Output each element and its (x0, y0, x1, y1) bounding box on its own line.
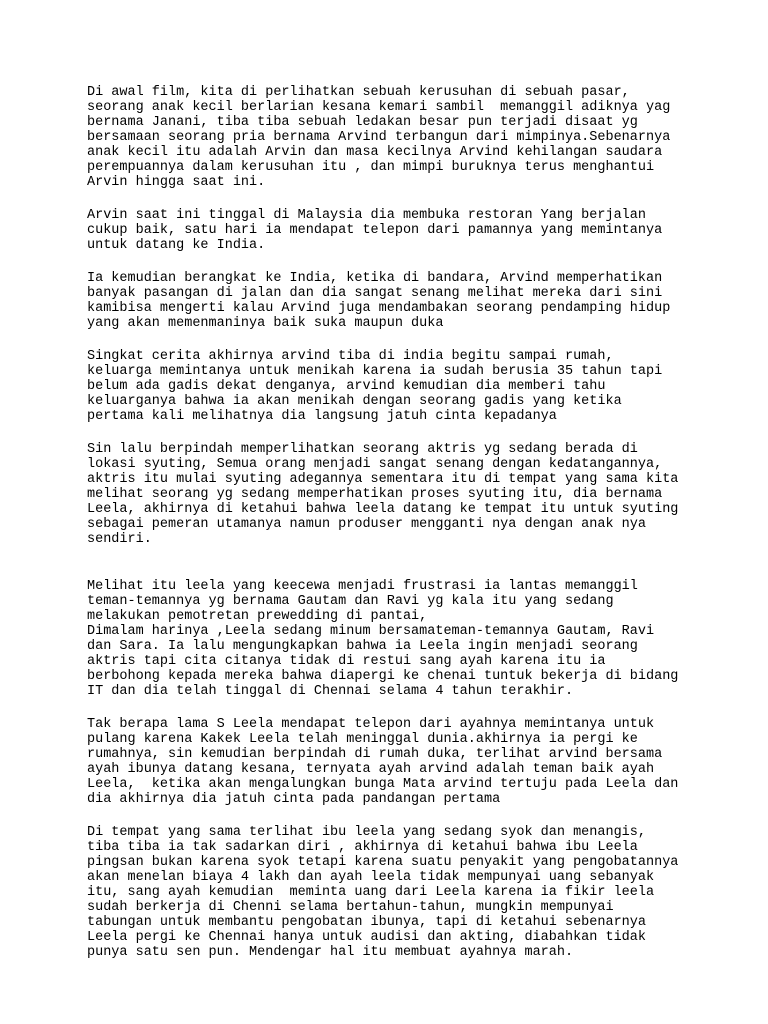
paragraph: Arvin saat ini tinggal di Malaysia dia membuka restoran Yang berjalan cukup baik, satu hari ia mendapat telepon dari pamannya yang memintanya untuk datang ke India. (87, 208, 663, 253)
paragraph: Ia kemudian berangkat ke India, ketika di bandara, Arvind memperhatikan banyak pasangan di jalan dan dia sangat senang melihat mereka dari sini kamibisa mengerti kalau Arvind juga mendambakan seorang pendamping hidup yang akan memenmaninya baik suka maupun duka (87, 271, 671, 331)
paragraph: Sin lalu berpindah memperlihatkan seorang aktris yg sedang berada di lokasi syuting, Semua orang menjadi sangat senang dengan kedatangannya, aktris itu mulai syuting adegannya sementara itu di tempat yang sama kita melihat seorang yg sedang memperhatikan proses syuting itu, dia bernama Leela, akhirnya di ketahui bahwa leela datang ke tempat itu untuk syuting sebagai pemeran utamanya namun produser mengganti nya dengan anak nya sendiri. (87, 442, 679, 547)
paragraph: Singkat cerita akhirnya arvind tiba di india begitu sampai rumah, keluarga memintanya untuk menikah karena ia sudah berusia 35 tahun tapi belum ada gadis dekat denganya, arvind kemudian dia memberi tahu keluarganya bahwa ia akan menikah dengan seorang gadis yang ketika pertama kali melihatnya dia langsung jatuh cinta kepadanya (87, 349, 663, 424)
paragraph: Di tempat yang sama terlihat ibu leela yang sedang syok dan menangis, tiba tiba ia tak sadarkan diri , akhirnya di ketahui bahwa ibu Leela pingsan bukan karena syok tetapi karena suatu penyakit yang pengobatannya akan menelan biaya 4 lakh dan ayah leela tidak mempunyai uang sebanyak itu, sang ayah kemudian meminta uang dari Leela karena ia fikir leela sudah berkerja di Chenni selama bertahun-tahun, mungkin mempunyai tabungan untuk membantu pengobatan ibunya, tapi di ketahui sebenarnya Leela pergi ke Chennai hanya untuk audisi dan akting, diabahkan tidak punya satu sen pun. Mendengar hal itu membuat ayahnya marah. (87, 825, 679, 960)
paragraph: Tak berapa lama S Leela mendapat telepon dari ayahnya memintanya untuk pulang karena Kakek Leela telah meninggal dunia.akhirnya ia pergi ke rumahnya, sin kemudian berpindah di rumah duka, terlihat arvind bersama ayah ibunya datang kesana, ternyata ayah arvind adalah teman baik ayah Leela, ketika akan mengalungkan bunga Mata arvind tertuju pada Leela dan dia akhirnya dia jatuh cinta pada pandangan pertama (87, 717, 679, 807)
document-page (87, 85, 687, 960)
paragraph: Melihat itu leela yang keecewa menjadi frustrasi ia lantas memanggil teman-temannya yg bernama Gautam dan Ravi yg kala itu yang sedang melakukan pemotretan prewedding di pantai, Dimalam harinya ,Leela sedang minum bersamateman-temannya Gautam, Ravi dan Sara. Ia lalu mengungkapkan bahwa ia Leela ingin menjadi seorang aktris tapi cita citanya tidak di restui sang ayah karena itu ia berbohong kepada mereka bahwa diapergi ke chenai tuntuk bekerja di bidang IT dan dia telah tinggal di Chennai selama 4 tahun terakhir. (87, 579, 679, 699)
paragraph: Di awal film, kita di perlihatkan sebuah kerusuhan di sebuah pasar, seorang anak kecil berlarian kesana kemari sambil memanggil adiknya yag bernama Janani, tiba tiba sebuah ledakan besar pun terjadi disaat yg bersamaan seorang pria bernama Arvind terbangun dari mimpinya.Sebenarnya anak kecil itu adalah Arvin dan masa kecilnya Arvind kehilangan saudara perempuannya dalam kerusuhan itu , dan mimpi buruknya terus menghantui Arvin hingga saat ini. (87, 85, 671, 190)
